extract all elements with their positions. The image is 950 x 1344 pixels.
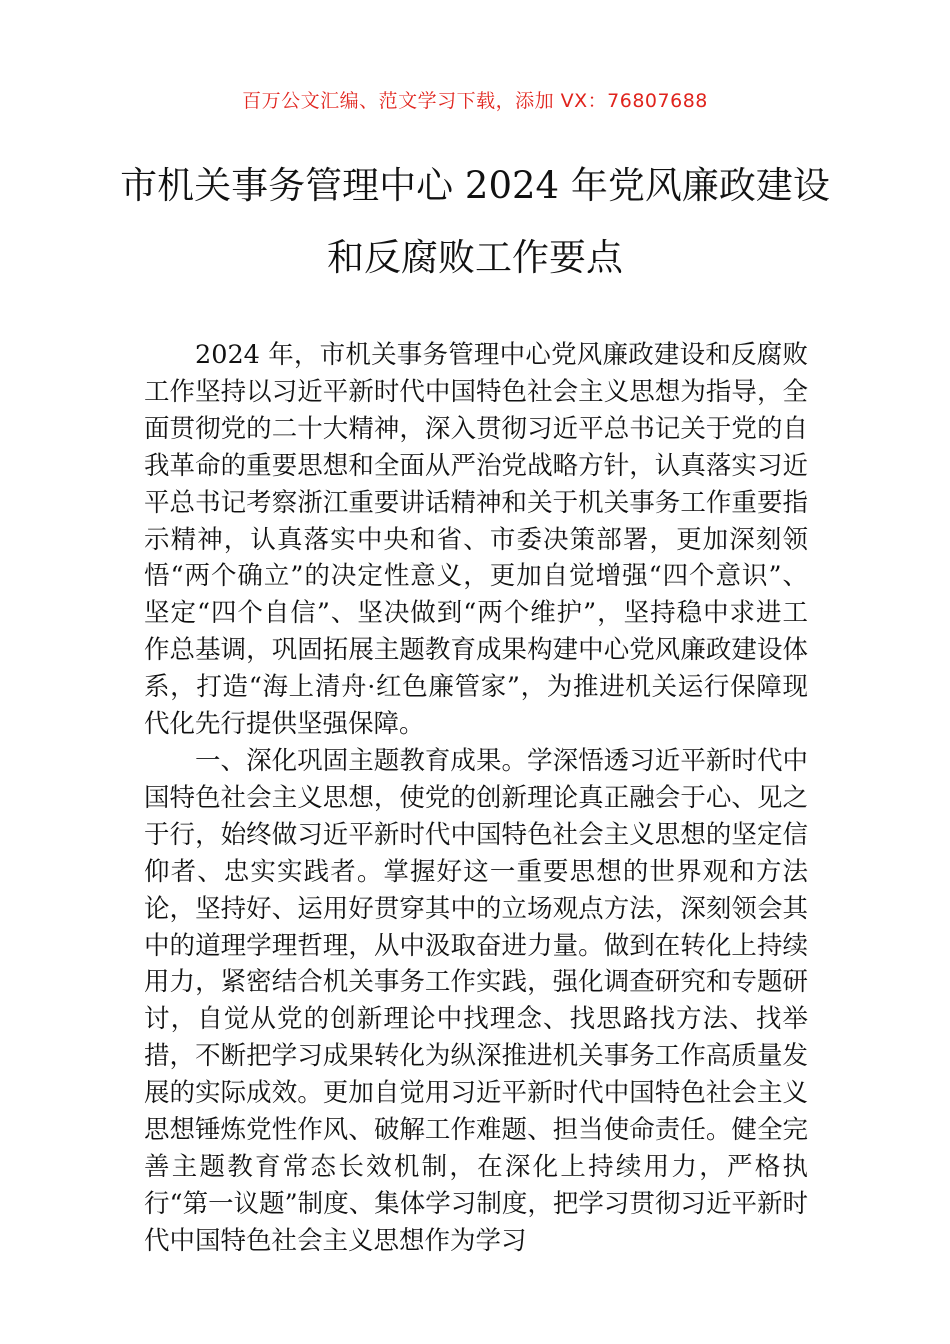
title-line-1: 市机关事务管理中心 2024 年党风廉政建设 bbox=[120, 164, 830, 207]
document-title bbox=[120, 150, 830, 294]
document-body bbox=[144, 337, 808, 1260]
promo-banner: 百万公文汇编、范文学习下载，添加 VX：76807688 bbox=[242, 90, 708, 112]
paragraph-intro: 2024 年，市机关事务管理中心党风廉政建设和反腐败工作坚持以习近平新时代中国特色社会主义思想为指导，全面贯彻党的二十大精神，深入贯彻习近平总书记关于党的自我革命的重要思想和全面从严治党战略方针，认真落实习近平总书记考察浙江重要讲话精神和关于机关事务工作重要指示精神，认真落实中央和省、市委决策部署，更加深刻领悟“两个确立”的决定性意义，更加自觉增强“四个意识”、坚定“四个自信”、坚决做到“两个维护”，坚持稳中求进工作总基调，巩固拓展主题教育成果构建中心党风廉政建设体系，打造“海上清舟·红色廉管家”，为推进机关运行保障现代化先行提供坚强保障。 bbox=[144, 340, 808, 740]
title-line-2: 和反腐败工作要点 bbox=[327, 236, 623, 279]
paragraph-section-1: 一、深化巩固主题教育成果。学深悟透习近平新时代中国特色社会主义思想，使党的创新理论真正融会于心、见之于行，始终做习近平新时代中国特色社会主义思想的坚定信仰者、忠实实践者。掌握好这一重要思想的世界观和方法论，坚持好、运用好贯穿其中的立场观点方法，深刻领会其中的道理学理哲理，从中汲取奋进力量。做到在转化上持续用力，紧密结合机关事务工作实践，强化调查研究和专题研讨，自觉从党的创新理论中找理念、找思路找方法、找举措，不断把学习成果转化为纵深推进机关事务工作高质量发展的实际成效。更加自觉用习近平新时代中国特色社会主义思想锤炼党性作风、破解工作难题、担当使命责任。健全完善主题教育常态长效机制，在深化上持续用力，严格执行“第一议题”制度、集体学习制度，把学习贯彻习近平新时代中国特色社会主义思想作为学习 bbox=[144, 745, 808, 1256]
